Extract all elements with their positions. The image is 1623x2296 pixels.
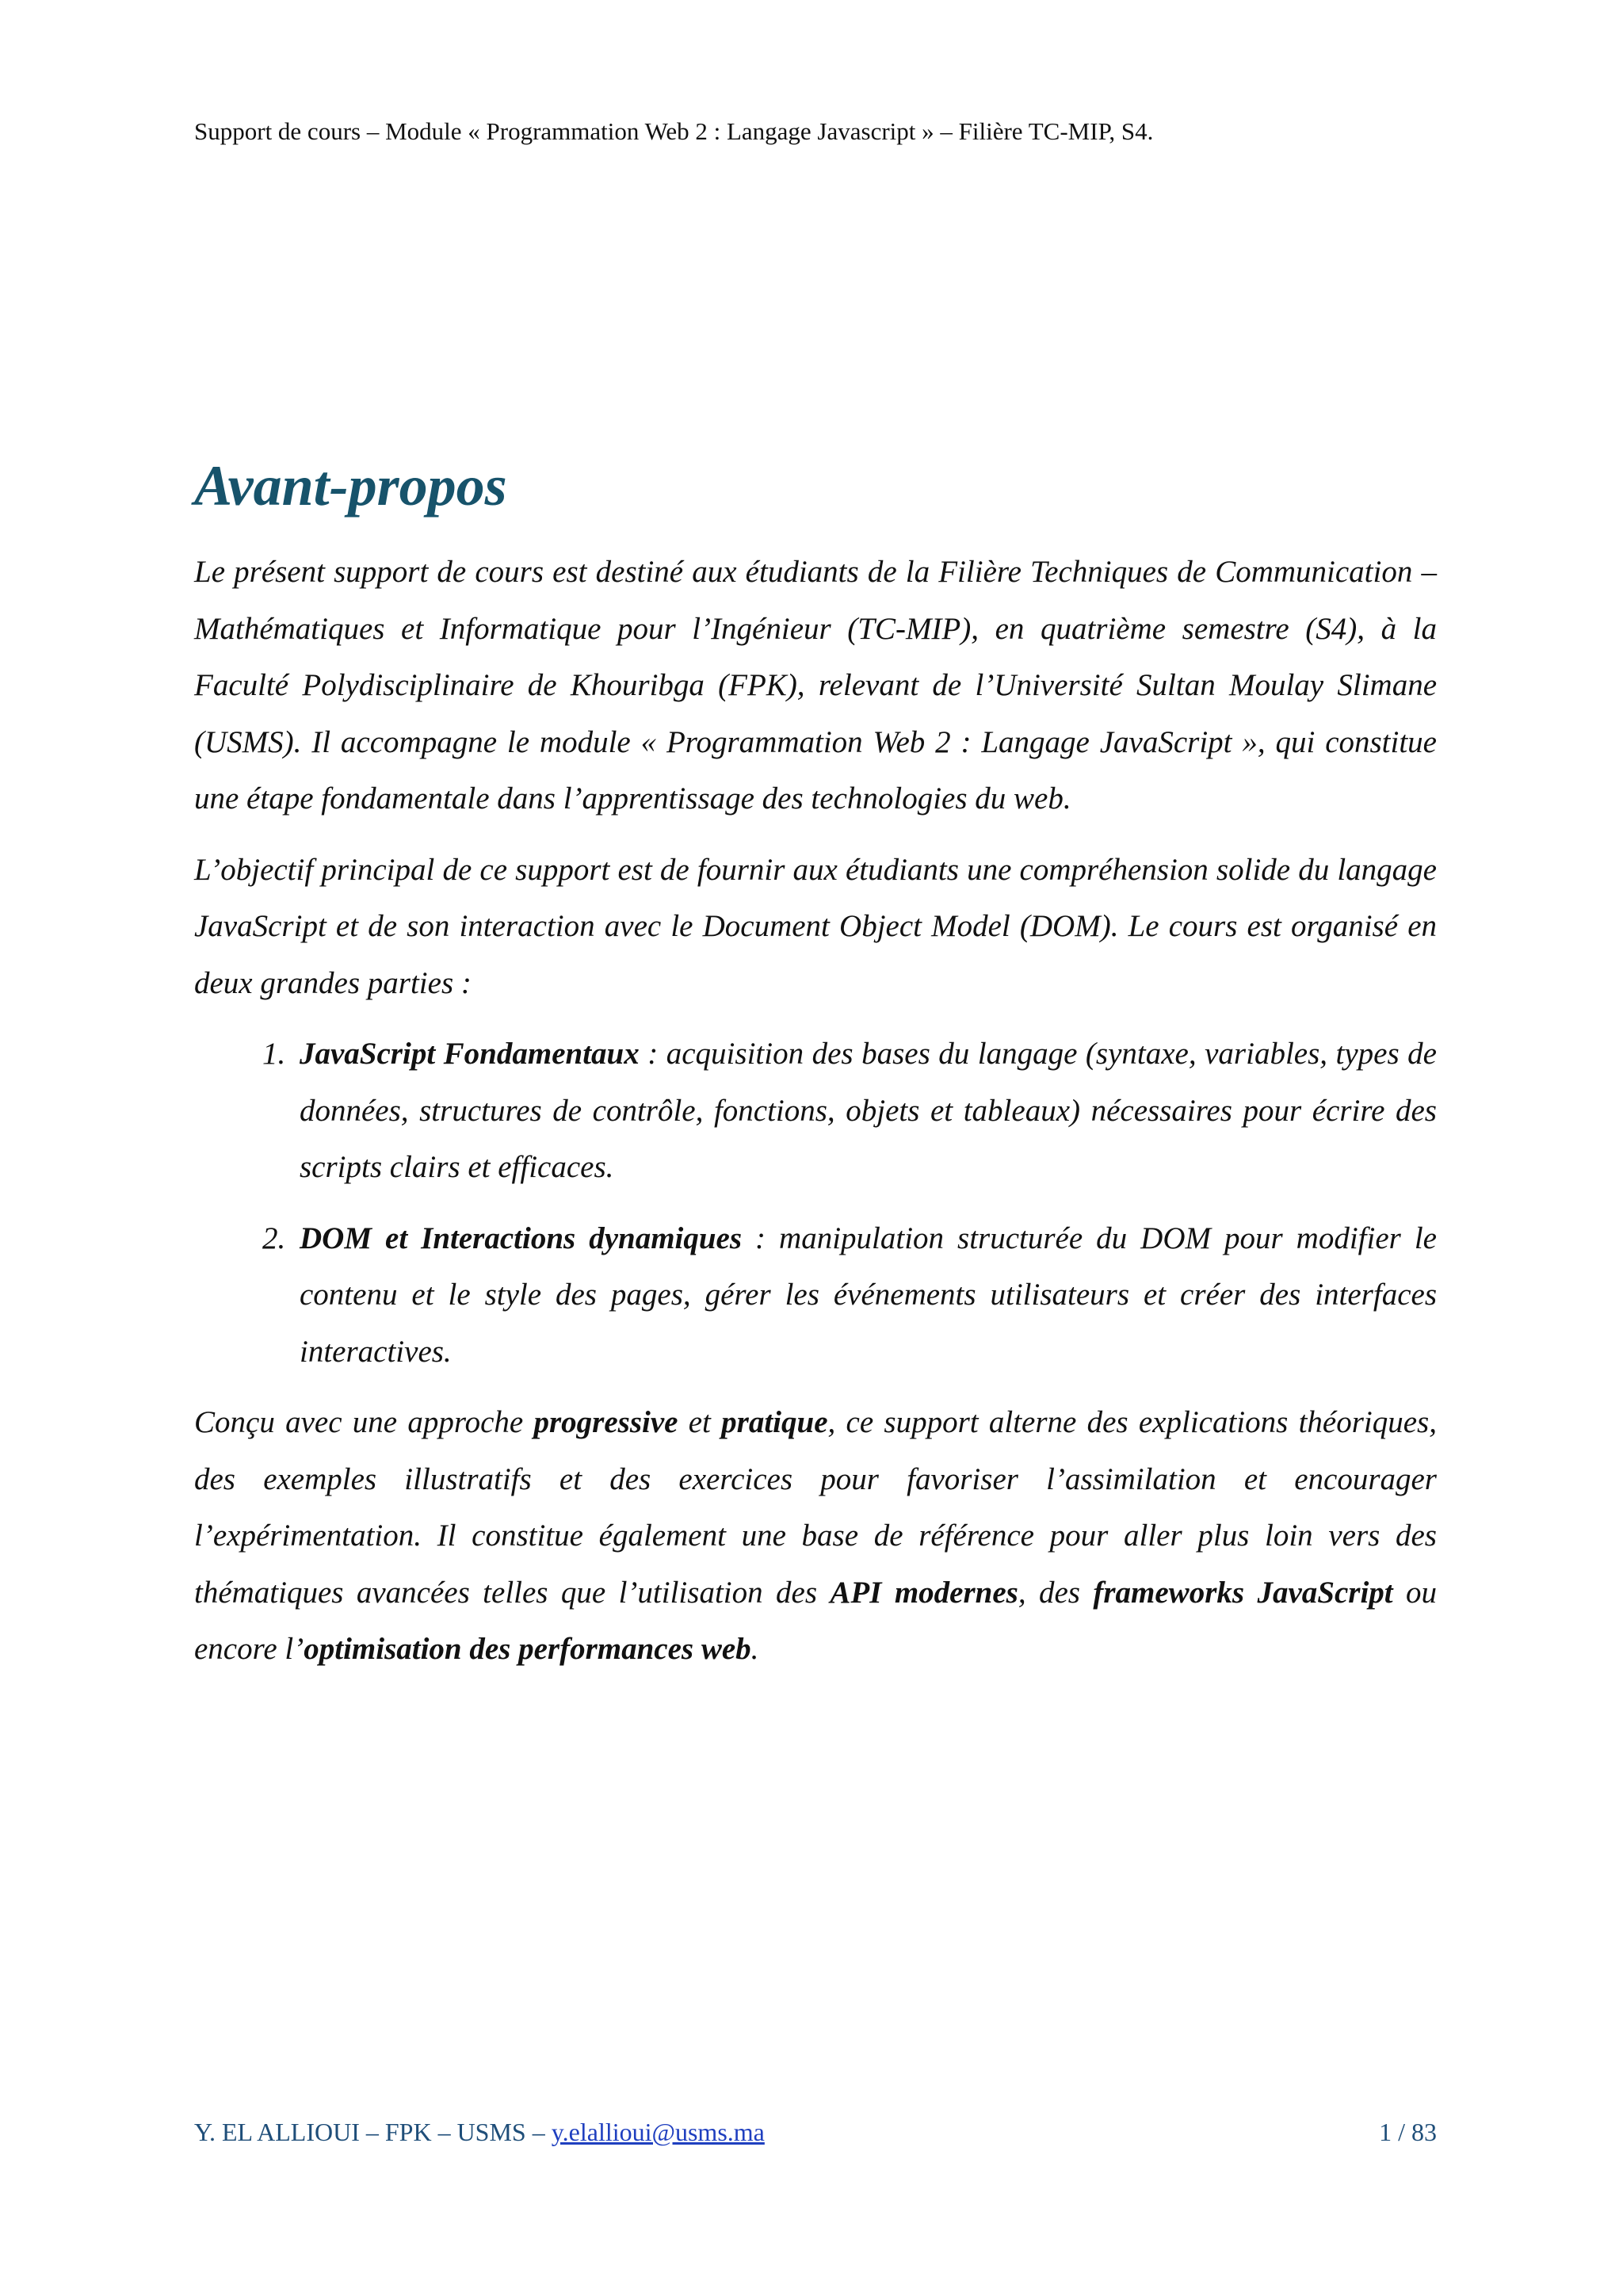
text-run: et (678, 1405, 722, 1439)
list-item-text: : acquisition des bases du langage (syntaxe, variables, types de données, structures de contrôle, fonctions, objets et tableaux) nécessaires pour écrire des scripts clairs et efficaces. (300, 1037, 1437, 1184)
paragraph-approach (194, 1394, 1437, 1678)
list-item-title: JavaScript Fondamentaux (300, 1037, 640, 1071)
list-item-text: : manipulation structurée du DOM pour modifier le contenu et le style des pages, gérer les événements utilisateurs et créer des interfaces interactives. (300, 1221, 1437, 1369)
page-footer (194, 2116, 1437, 2148)
paragraph-intro: Le présent support de cours est destiné aux étudiants de la Filière Techniques de Communication – Mathématiques et Informatique pour l’Ingénieur (TC-MIP), en quatrième semestre (S4), à la Faculté Polydisciplinaire de Khouribga (FPK), relevant de l’Université Sultan Moulay Slimane (USMS). Il accompagne le module « Programmation Web 2 : Langage JavaScript », qui constitue une étape fondamentale dans l’apprentissage des technologies du web. (194, 555, 1437, 816)
emphasis-optimisation: optimisation des performances web (304, 1632, 751, 1666)
text-run: , des (1018, 1575, 1094, 1610)
body-text (194, 544, 1437, 1692)
emphasis-progressive: progressive (533, 1405, 678, 1439)
emphasis-api: API modernes (830, 1575, 1018, 1610)
paragraph-objective: L’objectif principal de ce support est de fournir aux étudiants une compréhension solide du langage JavaScript et de son interaction avec le Document Object Model (DOM). Le cours est organisé en deux grandes parties : (194, 852, 1437, 1000)
text-run: , ce support alterne des explications théoriques, des exemples illustratifs et des exercices pour favoriser l’assimilation et encourager l’expérimentation. Il constitue également une base de référence pour aller plus loin vers des thématiques avancées telles que l’utilisation des (194, 1405, 1437, 1610)
emphasis-frameworks: frameworks JavaScript (1093, 1575, 1393, 1610)
emphasis-pratique: pratique (721, 1405, 828, 1439)
footer-email-link[interactable]: y.elallioui@usms.ma (551, 2118, 765, 2146)
text-run: Conçu avec une approche (194, 1405, 534, 1439)
text-run: ou encore l’ (194, 1575, 1438, 1666)
page-number: 1 / 83 (1379, 2118, 1437, 2146)
footer-author: Y. EL ALLIOUI – FPK – USMS – (194, 2118, 552, 2146)
section-title: Avant-propos (194, 454, 507, 518)
parts-list (194, 1026, 1437, 1380)
list-item (293, 1026, 1437, 1196)
text-run: . (750, 1632, 759, 1666)
running-header: Support de cours – Module « Programmation Web 2 : Langage Javascript » – Filière TC-MIP, S4. (194, 117, 1154, 145)
list-item-title: DOM et Interactions dynamiques (300, 1221, 743, 1255)
list-item (293, 1210, 1437, 1381)
